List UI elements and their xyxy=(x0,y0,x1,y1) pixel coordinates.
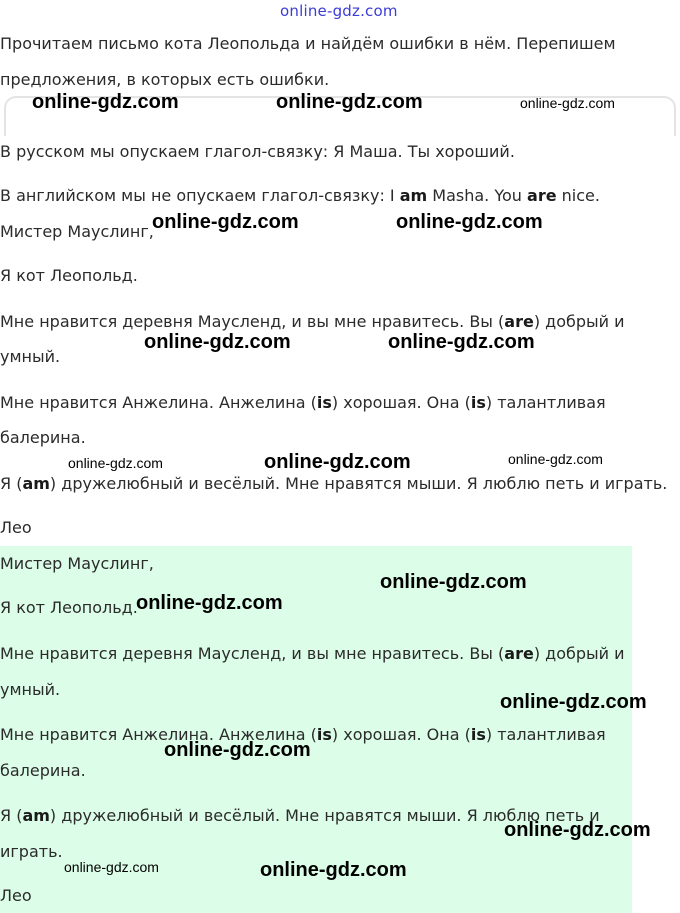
letter-greeting: Мистер Мауслинг, xyxy=(0,222,154,241)
watermark: online-gdz.com xyxy=(64,859,159,875)
letter-p1: Мне нравится деревня Маусленд, и вы мне нравитесь. Вы (are) добрый и xyxy=(0,312,625,331)
answer-p3: Я (am) дружелюбный и весёлый. Мне нравятся мыши. Я люблю петь и xyxy=(0,806,600,825)
watermark: online-gdz.com xyxy=(500,691,647,713)
watermark: online-gdz.com xyxy=(508,451,603,467)
watermark: online-gdz.com xyxy=(388,331,535,353)
grammar-en: В английском мы не опускаем глагол-связку: I am Masha. You are nice. xyxy=(0,186,600,205)
intro-text-line1: Прочитаем письмо кота Леопольда и найдём ошибки в нём. Перепишем xyxy=(0,34,616,53)
watermark: online-gdz.com xyxy=(380,571,527,593)
am-bold: am xyxy=(399,186,428,205)
watermark: online-gdz.com xyxy=(68,455,163,471)
site-header-link[interactable]: online-gdz.com xyxy=(280,2,398,20)
letter-p2-line2: балерина. xyxy=(0,428,86,447)
watermark: online-gdz.com xyxy=(504,819,651,841)
answer-p3-line2: играть. xyxy=(0,842,63,861)
answer-p2-line2: балерина. xyxy=(0,761,86,780)
watermark: online-gdz.com xyxy=(32,91,179,113)
are-bold: are xyxy=(527,186,557,205)
watermark: online-gdz.com xyxy=(136,592,283,614)
letter-p2: Мне нравится Анжелина. Анжелина (is) хорошая. Она (is) талантливая xyxy=(0,393,606,412)
watermark: online-gdz.com xyxy=(396,211,543,233)
watermark: online-gdz.com xyxy=(164,739,311,761)
watermark: online-gdz.com xyxy=(152,211,299,233)
letter-intro: Я кот Леопольд. xyxy=(0,266,138,285)
answer-p1: Мне нравится деревня Маусленд, и вы мне нравитесь. Вы (are) добрый и xyxy=(0,644,625,663)
watermark: online-gdz.com xyxy=(276,91,423,113)
answer-p1-line2: умный. xyxy=(0,680,61,699)
grammar-ru: В русском мы опускаем глагол-связку: Я Маша. Ты хороший. xyxy=(0,142,515,161)
answer-p2: Мне нравится Анжелина. Анжелина (is) хорошая. Она (is) талантливая xyxy=(0,725,606,744)
answer-greeting: Мистер Мауслинг, xyxy=(0,554,154,573)
answer-signature: Лео xyxy=(0,886,32,905)
watermark: online-gdz.com xyxy=(260,859,407,881)
letter-signature: Лео xyxy=(0,518,32,537)
watermark: online-gdz.com xyxy=(520,95,615,111)
letter-p3: Я (am) дружелюбный и весёлый. Мне нравятся мыши. Я люблю петь и играть. xyxy=(0,474,668,493)
watermark: online-gdz.com xyxy=(144,331,291,353)
answer-intro: Я кот Леопольд. xyxy=(0,598,138,617)
letter-p1-line2: умный. xyxy=(0,347,61,366)
watermark: online-gdz.com xyxy=(264,451,411,473)
intro-text-line2: предложения, в которых есть ошибки. xyxy=(0,70,330,89)
